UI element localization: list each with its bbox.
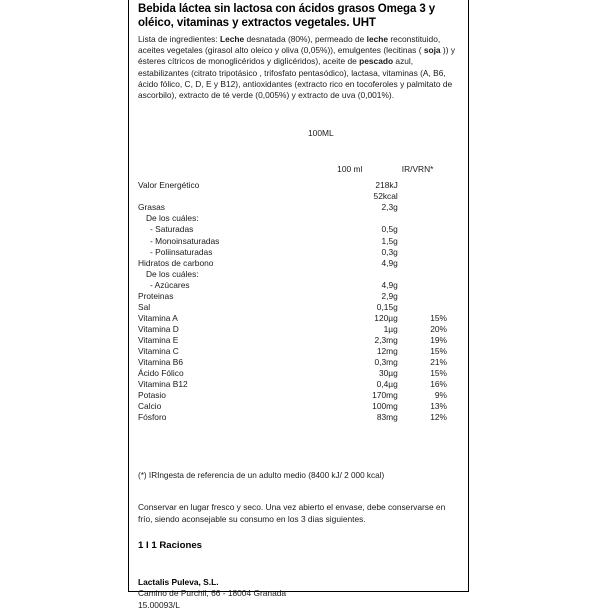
table-row (138, 390, 459, 401)
table-row (138, 357, 459, 368)
table-row (138, 269, 459, 280)
nutrient-percent: 13% (430, 401, 447, 412)
nutrient-percent (402, 247, 459, 258)
table-row (138, 302, 459, 313)
table-row (138, 280, 459, 291)
nutrient-percent (402, 280, 459, 291)
nutrient-name: Vitamina E (138, 334, 179, 345)
nutrient-percent: 15% (430, 312, 447, 323)
nutrient-name: Vitamina D (138, 323, 179, 334)
nutrient-name: Sal (138, 301, 151, 312)
nutrient-name: Hidratos de carbono (138, 257, 214, 268)
allergen-term: soja (423, 45, 441, 56)
allergen-term: leche (366, 34, 389, 44)
nutrient-value: 0,4µg (376, 379, 398, 390)
nutrient-name: Vitamina B12 (138, 379, 188, 390)
company-address: Camino de Purchil, 66 - 18004 Granada (138, 588, 287, 599)
nutrient-percent: 15% (430, 345, 447, 356)
nutrient-value: 170mg (372, 390, 398, 401)
table-row (138, 258, 459, 269)
table-row (138, 202, 459, 213)
nutrient-percent: 15% (430, 368, 447, 379)
nutrient-percent (402, 213, 459, 224)
nutrient-name: De los cuáles: (146, 213, 199, 224)
nutrient-value: 30µg (378, 368, 398, 379)
nutrient-percent: 20% (430, 323, 447, 334)
table-row (138, 368, 459, 379)
serving-size-value: 100ML (308, 128, 334, 139)
nutrient-name: Fósforo (138, 412, 167, 423)
nutrient-name: Vitamina A (138, 312, 178, 323)
table-row (138, 180, 459, 191)
nutrient-percent: 21% (430, 357, 447, 368)
table-row (138, 291, 459, 302)
nutrient-value: 100mg (372, 401, 398, 412)
servings-info: 1 I 1 Raciones (138, 539, 202, 551)
nutrient-name: Vitamina B6 (138, 357, 184, 368)
nutrient-value: 2,9g (381, 290, 398, 301)
nutrient-percent: 16% (430, 379, 447, 390)
nutrient-name: Potasio (138, 390, 166, 401)
nutrient-name: Grasas (138, 202, 165, 213)
nutrient-value: 0,15g (376, 301, 398, 312)
nutrient-percent: 9% (434, 390, 447, 401)
table-row (138, 335, 459, 346)
column-header-nutrient (138, 164, 309, 180)
nutrient-name: Calcio (138, 401, 162, 412)
allergen-term: pescado (359, 56, 394, 67)
nutrient-name: Valor Energético (138, 180, 200, 191)
table-row (138, 324, 459, 335)
nutrient-value: 120µg (374, 312, 398, 323)
table-row (138, 191, 459, 202)
table-row (138, 247, 459, 258)
nutrient-value: 4,9g (381, 257, 398, 268)
allergen-term: Leche (219, 34, 245, 44)
table-row (138, 346, 459, 357)
table-row (138, 236, 459, 247)
nutrient-name: - Poliinsaturadas (150, 246, 213, 257)
table-row (138, 313, 459, 324)
nutrient-value: 83mg (376, 412, 398, 423)
nutrient-value: 0,3g (381, 246, 398, 257)
ingredients-text: Leche desnatada (80%), permeado de leche reconstituido, aceites vegetales (girasol alto oleico y oliva (0,05%)), emulgentes (lecitinas ( soja )) y ésteres cítricos de monoglicéridos y diglicéridos), aceite de pescado azul, estabilizantes (citrato tripotásico , trifosfato pentasódico), lactasa, vitaminas (A, B6, ácido fólico, C, D, E y B12), antioxidantes (extracto rico en tocoferoles y palmitato de ascorbilo), extracto de té verde (0,005%) y extracto de uva (0,001%). (138, 34, 456, 101)
nutrient-value (309, 269, 402, 280)
nutrient-name (138, 191, 309, 202)
ingredients-list (138, 34, 459, 101)
nutrient-name: - Azúcares (150, 279, 190, 290)
nutrient-percent: 19% (430, 334, 447, 345)
nutrient-percent (402, 191, 459, 202)
nutrient-name: - Monoinsaturadas (150, 235, 220, 246)
nutrient-value: 218kJ (375, 180, 398, 191)
table-row (138, 412, 459, 423)
table-row (138, 213, 459, 224)
irvrn-footnote: (*) IRIngesta de referencia de un adulto medio (8400 kJ/ 2 000 kcal) (138, 471, 385, 481)
nutrient-value (309, 213, 402, 224)
nutrient-name: - Saturadas (150, 224, 194, 235)
page-title: Bebida láctea sin lactosa con ácidos grasos Omega 3 y oléico, vitaminas y extractos vegetales. UHT (138, 3, 436, 29)
nutrient-name: De los cuáles: (146, 268, 199, 279)
nutrient-value: 0,3mg (374, 357, 398, 368)
manufacturer-block (138, 577, 459, 611)
nutrient-name: Proteinas (138, 290, 174, 301)
nutrient-percent (402, 302, 459, 313)
table-row (138, 224, 459, 235)
nutrient-value: 1µg (383, 323, 398, 334)
nutrition-label-sheet (128, 0, 469, 610)
nutrient-percent (402, 269, 459, 280)
nutrient-value: 52kcal (373, 191, 398, 202)
nutrient-percent (402, 224, 459, 235)
nutrient-name: Ácido Fólico (138, 368, 184, 379)
ingredients-label: Lista de ingredientes: (138, 34, 218, 44)
nutrient-value: 0,5g (381, 224, 398, 235)
nutrition-facts-table (138, 164, 459, 423)
table-row (138, 401, 459, 412)
nutrient-value: 1,5g (381, 235, 398, 246)
nutrient-name: Vitamina C (138, 345, 179, 356)
table-row (138, 379, 459, 390)
nutrient-percent: 12% (430, 412, 447, 423)
nutrient-value: 12mg (376, 345, 398, 356)
storage-instructions: Conservar en lugar fresco y seco. Una vez abierto el envase, debe conservarse en frío, siendo aconsejable su consumo en los 3 dias siguientes. (138, 502, 446, 524)
nutrient-percent (402, 236, 459, 247)
company-name: Lactalis Puleva, S.L. (138, 576, 219, 587)
nutrient-percent (402, 258, 459, 269)
nutrient-value: 2,3mg (374, 334, 398, 345)
nutrient-value: 2,3g (381, 202, 398, 213)
nutrient-percent (402, 291, 459, 302)
nutrient-percent (402, 180, 459, 191)
nutrient-value: 4,9g (381, 279, 398, 290)
table-header-row (138, 164, 459, 180)
column-header-per100ml: 100 ml (337, 164, 363, 175)
column-header-irvrn: IR/VRN* (401, 164, 434, 175)
nutrient-percent (402, 202, 459, 213)
company-code: 15.00093/L (138, 599, 180, 610)
